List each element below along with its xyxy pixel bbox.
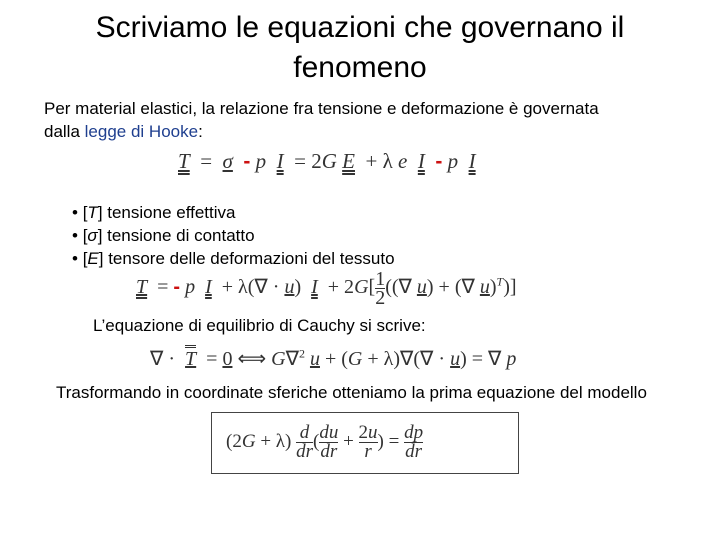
- intro-line-2-prefix: dalla: [44, 122, 85, 141]
- list-item: • [σ] tensione di contatto: [72, 224, 395, 247]
- cauchy-equation: ∇ · T = 0 ⟺ G∇$^2$ u + (G + λ)∇(∇ · u) = ∇ p: [150, 346, 517, 370]
- slide-title: Scriviamo le equazioni che governano il fenomeno: [95, 11, 625, 84]
- list-item: • [T] tensione effettiva: [72, 201, 395, 224]
- cauchy-intro-text: L’equazione di equilibrio di Cauchy si scrive:: [93, 316, 426, 335]
- model-equation: (2G + λ) $\frac{d}{dr}$ ( $\frac{du}{dr}$ + $\frac{2u}{r}$ ) = $\frac{dp}{dr}$: [226, 422, 424, 462]
- trasformando-text: Trasformando in coordinate sferiche otteniamo la prima equazione del modello: [56, 383, 647, 402]
- stress-equation: T = - p I + λ(∇ · u) I + 2G[ $\frac{1}{2}$ ((∇ u) + (∇ u)$^T$)]: [136, 268, 517, 309]
- intro-text: [44, 97, 684, 143]
- intro-line-2: [44, 120, 684, 143]
- hooke-law-link[interactable]: legge di Hooke: [84, 122, 199, 141]
- definitions-list: [72, 201, 395, 270]
- intro-line-2-suffix: :: [198, 122, 203, 141]
- list-item: • [E] tensore delle deformazioni del tessuto: [72, 247, 395, 270]
- hooke-equation: T = σ - p I = 2G E + λ e I - p I: [178, 149, 476, 173]
- intro-line-1: Per material elastici, la relazione fra tensione e deformazione è governata: [44, 99, 599, 118]
